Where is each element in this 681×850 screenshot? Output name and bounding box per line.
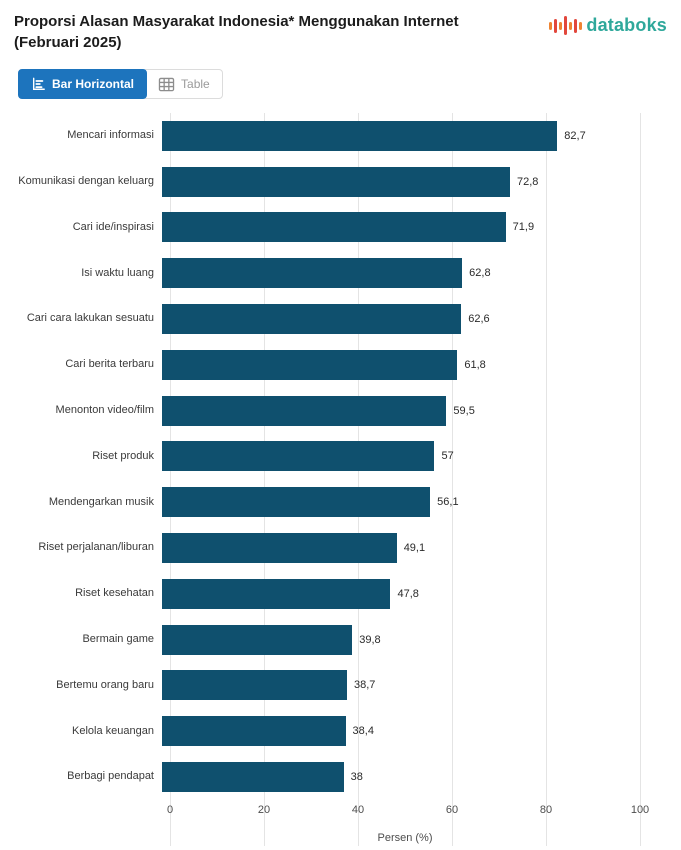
pulse-bars-icon <box>549 16 582 35</box>
logo-bar <box>554 19 557 33</box>
bar-value-label: 39,8 <box>359 633 381 646</box>
bar-track <box>162 663 640 709</box>
bar-value-label: 61,8 <box>464 358 486 371</box>
category-label: Mencari informasi <box>67 129 154 142</box>
bar-value-label: 38,4 <box>352 725 374 738</box>
category-label: Bermain game <box>82 633 154 646</box>
databoks-logo[interactable] <box>549 15 667 36</box>
chart-row <box>0 479 681 525</box>
logo-bar <box>574 19 577 33</box>
bar-value-label: 57 <box>441 450 454 463</box>
chart-row <box>0 708 681 754</box>
category-label: Riset perjalanan/liburan <box>38 541 154 554</box>
chart-row <box>0 525 681 571</box>
bar-track <box>162 159 640 205</box>
bar-value-label: 71,9 <box>512 221 535 234</box>
bar-value-label: 62,8 <box>469 267 491 280</box>
bar[interactable] <box>162 670 347 700</box>
logo-bar <box>569 22 572 30</box>
bar[interactable] <box>162 350 457 380</box>
logo-bar <box>559 22 562 30</box>
bar-track <box>162 617 640 663</box>
chart-row <box>0 663 681 709</box>
bar-track <box>162 342 640 388</box>
bar[interactable] <box>162 487 430 517</box>
logo-bar <box>549 22 552 30</box>
category-label: Riset kesehatan <box>75 587 154 600</box>
bar-value-label: 47,8 <box>397 587 419 600</box>
x-axis-tick: 0 <box>166 804 174 816</box>
bar-value-label: 59,5 <box>453 404 475 417</box>
x-axis-tick: 80 <box>539 804 553 816</box>
view-toggle-toolbar <box>0 53 681 105</box>
bar-track <box>162 479 640 525</box>
chart-title: Proporsi Alasan Masyarakat Indonesia* Menggunakan Internet (Februari 2025) <box>14 13 459 51</box>
table-button-label: Table <box>181 77 210 91</box>
bar[interactable] <box>162 258 462 288</box>
bar-track <box>162 525 640 571</box>
chart-rows <box>0 113 681 800</box>
chart-row <box>0 571 681 617</box>
bar[interactable] <box>162 716 346 746</box>
bar-track <box>162 754 640 800</box>
chart-row <box>0 342 681 388</box>
bar-value-label: 56,1 <box>437 496 459 509</box>
chart-row <box>0 205 681 251</box>
x-axis-tick: 40 <box>351 804 365 816</box>
category-label: Bertemu orang baru <box>56 678 154 691</box>
bar[interactable] <box>162 396 446 426</box>
category-label: Komunikasi dengan keluarg <box>18 175 154 188</box>
bar-track <box>162 434 640 480</box>
bar-track <box>162 708 640 754</box>
logo-bar <box>579 22 582 30</box>
bar-value-label: 49,1 <box>403 542 426 555</box>
logo-bar <box>564 16 567 35</box>
bar-track <box>162 296 640 342</box>
category-label: Menonton video/film <box>55 404 154 417</box>
bar-track <box>162 250 640 296</box>
category-label: Isi waktu luang <box>81 266 154 279</box>
x-axis-tick: 100 <box>630 804 650 816</box>
horizontal-bar-chart-icon <box>31 77 46 91</box>
header <box>0 0 681 53</box>
chart-row <box>0 296 681 342</box>
bar[interactable] <box>162 441 434 471</box>
chart-row <box>0 434 681 480</box>
bar[interactable] <box>162 625 352 655</box>
category-label: Cari ide/inspirasi <box>72 220 154 233</box>
x-axis-tick: 60 <box>445 804 459 816</box>
logo-text: databoks <box>586 15 667 35</box>
chart-row <box>0 388 681 434</box>
chart-row <box>0 754 681 800</box>
bar[interactable] <box>162 762 344 792</box>
chart-row <box>0 159 681 205</box>
category-label: Riset produk <box>92 449 154 462</box>
bar-value-label: 82,7 <box>564 129 586 142</box>
x-axis-tick: 20 <box>257 804 271 816</box>
category-label: Kelola keuangan <box>72 724 154 737</box>
bar-value-label: 38 <box>350 771 363 784</box>
bar-horizontal-button[interactable] <box>18 69 147 99</box>
bar[interactable] <box>162 167 510 197</box>
bar-value-label: 62,6 <box>468 313 490 326</box>
bar-track <box>162 205 640 251</box>
bar[interactable] <box>162 579 390 609</box>
bar-track <box>162 571 640 617</box>
bar[interactable] <box>162 304 461 334</box>
bar-track <box>162 388 640 434</box>
category-label: Mendengarkan musik <box>48 495 154 508</box>
chart-row <box>0 113 681 159</box>
bar[interactable] <box>162 121 557 151</box>
chart-row <box>0 617 681 663</box>
bar-horizontal-button-label: Bar Horizontal <box>52 77 135 91</box>
category-label: Berbagi pendapat <box>67 770 154 783</box>
category-label: Cari berita terbaru <box>65 358 154 371</box>
bar-value-label: 72,8 <box>516 175 539 188</box>
category-label: Cari cara lakukan sesuatu <box>26 312 154 325</box>
x-axis <box>166 804 650 820</box>
table-button[interactable] <box>145 69 223 99</box>
bar[interactable] <box>162 212 506 242</box>
bar-value-label: 38,7 <box>353 679 376 692</box>
chart-row <box>0 250 681 296</box>
x-axis-label: Persen (%) <box>377 832 433 844</box>
bar-track <box>162 113 640 159</box>
bar[interactable] <box>162 533 397 563</box>
bar-chart <box>0 113 681 846</box>
table-grid-icon <box>158 77 175 92</box>
